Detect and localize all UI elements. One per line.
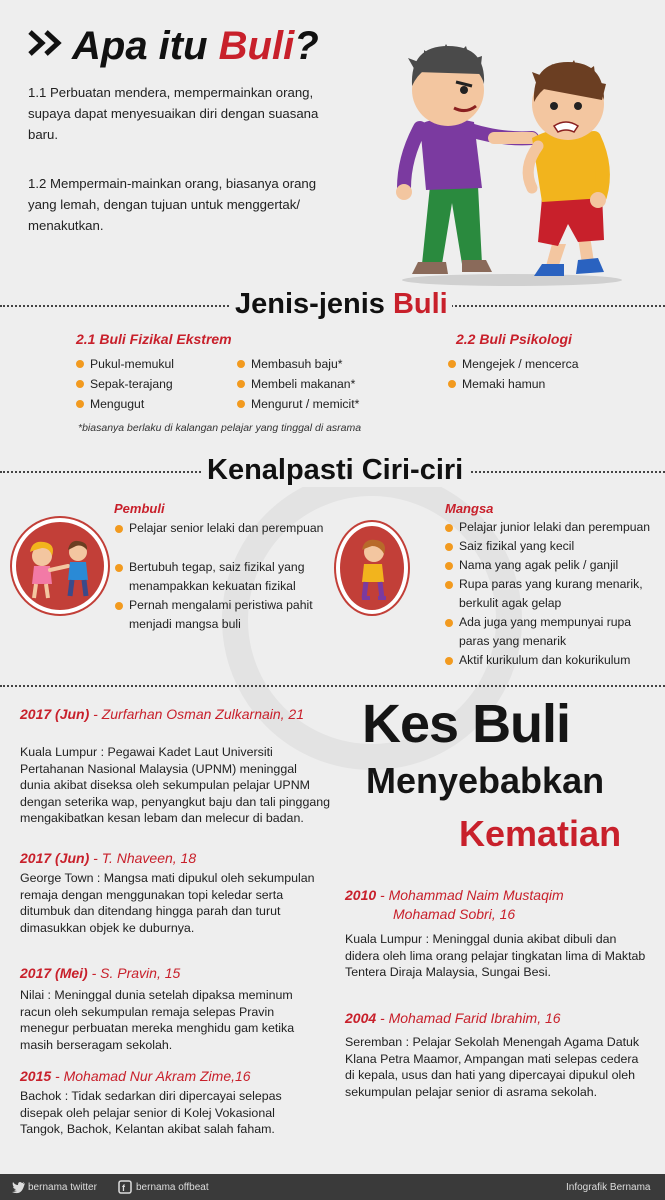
fizikal-list-2 bbox=[237, 354, 359, 414]
svg-text:f: f bbox=[122, 1183, 125, 1193]
definition-2: 1.2 Mempermain-mainkan orang, biasanya orang yang lemah, dengan tujuan untuk menggertak/ menakutkan. bbox=[28, 176, 317, 233]
list-item: Membeli makanan* bbox=[237, 374, 359, 394]
bully-boys-illustration bbox=[382, 28, 644, 288]
list-item: Bertubuh tegap, saiz fizikal yang menampakkan kekuatan fizikal bbox=[115, 558, 335, 596]
mangsa-circle bbox=[336, 522, 408, 614]
twitter-link[interactable]: bernama twitter bbox=[28, 1182, 97, 1193]
page-title: Apa itu Buli? bbox=[72, 24, 319, 68]
list-item: Mengejek / mencerca bbox=[448, 354, 579, 374]
fizikal-list-1 bbox=[76, 354, 174, 414]
case-heading: 2017 (Jun) - Zurfarhan Osman Zulkarnain, 21 bbox=[20, 706, 305, 722]
list-item: Ada juga yang mempunyai rupa paras yang menarik bbox=[445, 613, 660, 651]
case-body: Seremban : Pelajar Sekolah Menengah Agama Datuk Klana Petra Maamor, Ampangan mati selepas cedera di kepala, usus dan hati yang dipercayai dipukul oleh sekumpulan pelajar senior di asrama sekolah. bbox=[345, 1035, 640, 1099]
pembuli-illustration bbox=[16, 522, 104, 610]
victim-figure bbox=[528, 60, 606, 276]
footnote: *biasanya berlaku di kalangan pelajar yang tinggal di asrama bbox=[78, 422, 362, 434]
credit-text: Infografik Bernama bbox=[566, 1182, 651, 1193]
section-divider bbox=[0, 685, 665, 687]
pembuli-list bbox=[115, 519, 335, 634]
jenis-title: Jenis-jenis Buli bbox=[231, 288, 452, 321]
list-item: Memaki hamun bbox=[448, 374, 579, 394]
psikologi-subtitle: 2.2 Buli Psikologi bbox=[456, 331, 572, 347]
case-heading: 2004 - Mohamad Farid Ibrahim, 16 bbox=[345, 1010, 561, 1026]
ciri-title: Kenalpasti Ciri-ciri bbox=[201, 454, 469, 487]
bully-figure bbox=[396, 44, 532, 274]
case-heading: 2015 - Mohamad Nur Akram Zime,16 bbox=[20, 1068, 251, 1084]
case-2017-jun-1 bbox=[20, 705, 350, 724]
list-item: Aktif kurikulum dan kokurikulum bbox=[445, 651, 660, 670]
offbeat-icon bbox=[118, 1180, 132, 1194]
list-item: Mengurut / memicit* bbox=[237, 394, 359, 414]
list-item: Pernah mengalami peristiwa pahit menjadi mangsa buli bbox=[115, 596, 335, 634]
list-item: Nama yang agak pelik / ganjil bbox=[445, 556, 660, 575]
kes-title-line1: Kes Buli bbox=[362, 694, 571, 754]
list-item: Membasuh baju* bbox=[237, 354, 359, 374]
twitter-icon bbox=[12, 1180, 26, 1194]
pembuli-subtitle: Pembuli bbox=[114, 501, 165, 516]
list-item: Pelajar junior lelaki dan perempuan bbox=[445, 518, 660, 537]
pembuli-circle bbox=[12, 518, 108, 614]
kes-title-line3: Kematian bbox=[459, 813, 622, 854]
list-item: Rupa paras yang kurang menarik, berkulit agak gelap bbox=[445, 575, 660, 613]
case-heading: 2017 (Jun) - T. Nhaveen, 18 bbox=[20, 850, 197, 866]
list-item: Sepak-terajang bbox=[76, 374, 174, 394]
case-body: George Town : Mangsa mati dipukul oleh sekumpulan remaja dengan menggunakan topi keledar serta ditumbuk dan ditendang hingga parah dan turut dimasukkan objek ke duburnya. bbox=[20, 871, 315, 935]
case-body: Nilai : Meninggal dunia setelah dipaksa meminum racun oleh sekumpulan remaja selepas Pravin menegur perbuatan mereka menghidu gam ketika masih berseragam sekolah. bbox=[20, 988, 295, 1052]
footer-bar bbox=[0, 1174, 665, 1200]
case-body: Bachok : Tidak sedarkan diri dipercayai selepas disepak oleh pelajar senior di Kolej Vokasional Tangok, Bachok, Kelantan akibat salah faham. bbox=[20, 1089, 282, 1136]
offbeat-link[interactable]: bernama offbeat bbox=[136, 1182, 209, 1193]
list-item: Mengugut bbox=[76, 394, 174, 414]
list-item: Pukul-memukul bbox=[76, 354, 174, 374]
case-body: Kuala Lumpur : Meninggal dunia akibat dibuli dan didera oleh lima orang pelajar tingkatan lima di Maktab Tentera Diraja Malaysia, Sungai Besi. bbox=[345, 932, 646, 979]
case-body: Kuala Lumpur : Pegawai Kadet Laut Universiti Pertahanan Nasional Malaysia (UPNM) meninggal dunia akibat diseksa oleh sekumpulan pelajar UPNM dengan seterika wap, penyangkut baju dan tali pinggang mengakibatkan kesan lebam dan melecur di badan. bbox=[20, 745, 331, 825]
double-chevron-icon bbox=[28, 30, 64, 56]
fizikal-subtitle: 2.1 Buli Fizikal Ekstrem bbox=[76, 331, 232, 347]
case-heading: 2010 - Mohammad Naim Mustaqim Mohamad Sobri, 16 bbox=[345, 887, 564, 922]
case-heading: 2017 (Mei) - S. Pravin, 15 bbox=[20, 965, 181, 981]
mangsa-subtitle: Mangsa bbox=[445, 501, 494, 516]
psikologi-list bbox=[448, 354, 579, 394]
kes-title-line2: Menyebabkan bbox=[366, 760, 605, 801]
definition-1: 1.1 Perbuatan mendera, mempermainkan orang, supaya dapat menyesuaikan diri dengan suasana baru. bbox=[28, 85, 319, 142]
mangsa-list bbox=[445, 518, 660, 670]
list-item: Pelajar senior lelaki dan perempuan bbox=[115, 519, 335, 538]
mangsa-illustration bbox=[340, 526, 404, 610]
list-item: Saiz fizikal yang kecil bbox=[445, 537, 660, 556]
